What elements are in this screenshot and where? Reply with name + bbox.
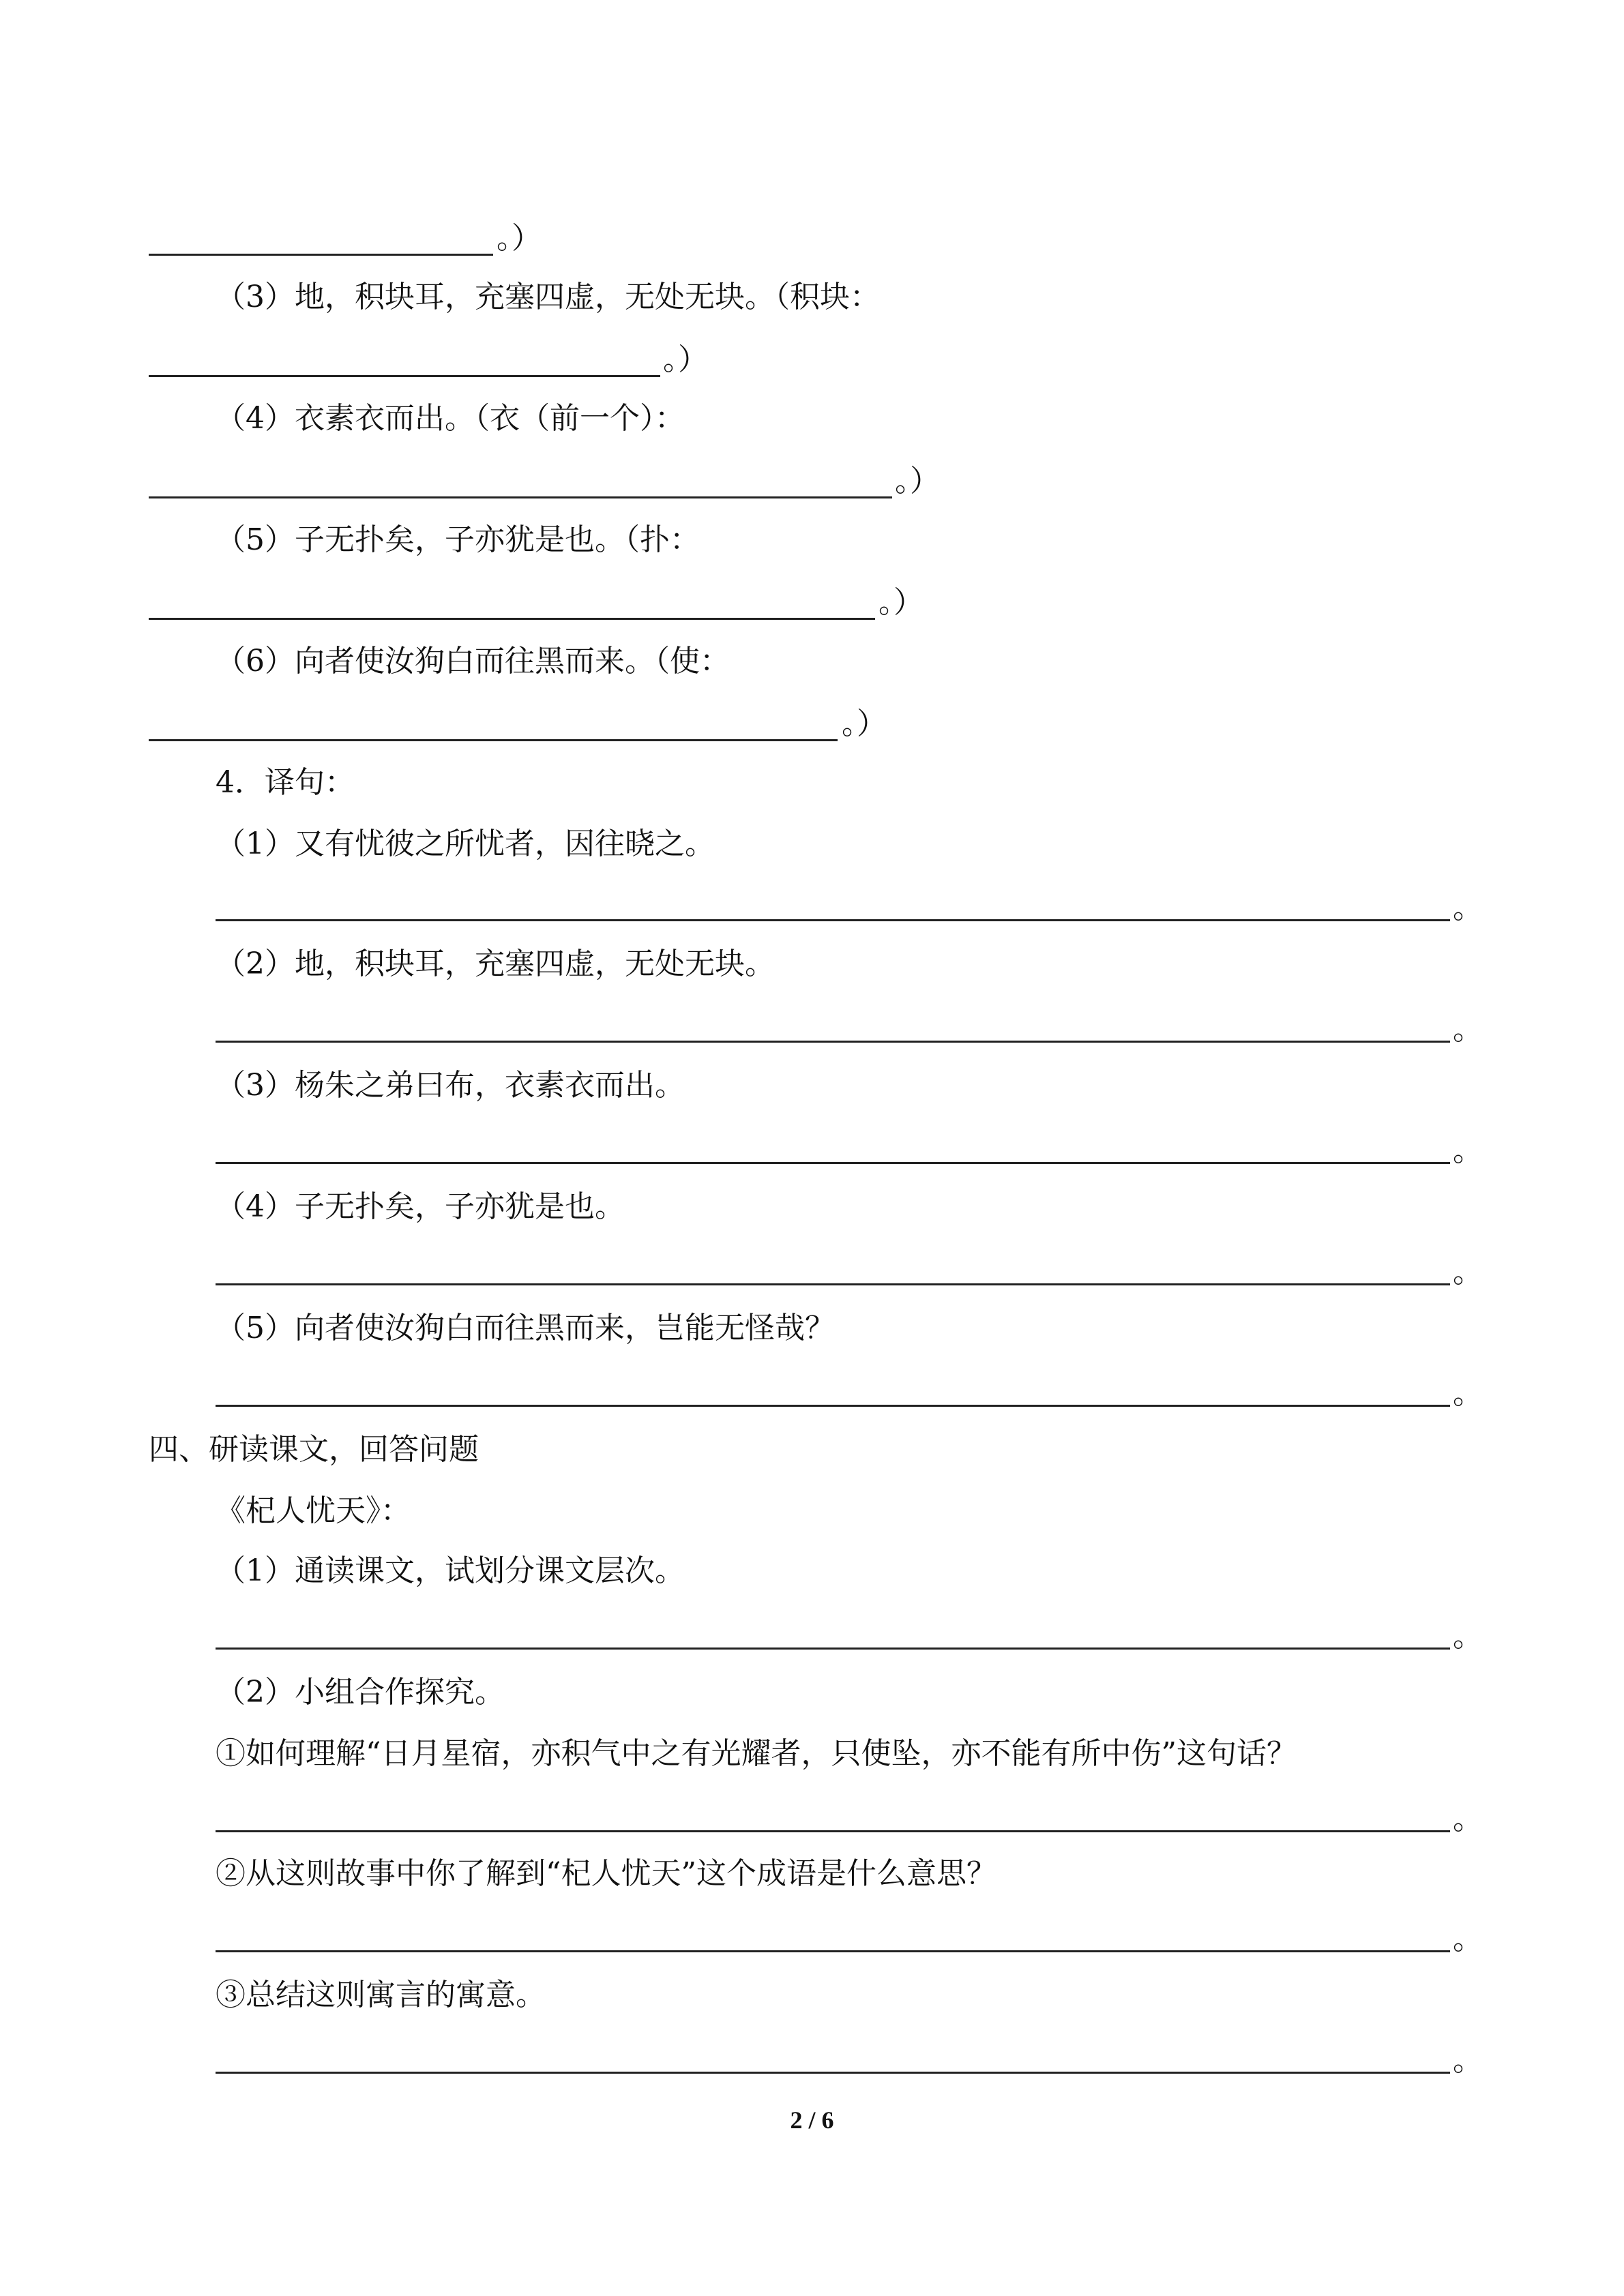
blank-tail: 。	[1453, 1922, 1483, 1956]
question-text: （3）杨朱之弟曰布，衣素衣而出。	[216, 1068, 685, 1103]
page-number: 2 / 6	[790, 2106, 834, 2134]
answer-blank[interactable]	[216, 1830, 1450, 1832]
answer-blank[interactable]	[216, 1162, 1450, 1164]
blank-tail: 。	[1453, 1133, 1483, 1168]
sub-question-text: ②从这则故事中你了解到“杞人忧天”这个成语是什么意思？	[216, 1856, 996, 1891]
part-heading: 四、研读课文，回答问题	[149, 1432, 479, 1467]
answer-blank[interactable]	[216, 1041, 1450, 1043]
blank-tail: 。	[1453, 2043, 1483, 2078]
blank-tail: 。）	[879, 585, 924, 620]
answer-blank[interactable]	[149, 375, 660, 377]
answer-blank[interactable]	[216, 1950, 1450, 1952]
blank-tail: 。）	[497, 221, 542, 256]
answer-blank[interactable]	[216, 2072, 1450, 2074]
question-text: （4）衣素衣而出。（衣（前一个）：	[216, 401, 685, 436]
text-title: 《杞人忧天》：	[216, 1493, 411, 1528]
blank-tail: 。	[1453, 891, 1483, 925]
question-text: （4）子无扑矣，子亦犹是也。	[216, 1189, 625, 1224]
blank-tail: 。	[1453, 1255, 1483, 1289]
answer-blank[interactable]	[216, 919, 1450, 921]
question-text: （5）向者使汝狗白而往黑而来，岂能无怪哉？	[216, 1311, 835, 1345]
answer-blank[interactable]	[216, 1405, 1450, 1407]
answer-blank[interactable]	[216, 1648, 1450, 1650]
answer-blank[interactable]	[149, 618, 875, 620]
answer-blank[interactable]	[216, 1283, 1450, 1285]
blank-tail: 。	[1453, 1012, 1483, 1047]
question-text: （1）通读课文，试划分课文层次。	[216, 1553, 685, 1588]
blank-tail: 。）	[895, 464, 940, 498]
blank-tail: 。	[1453, 1802, 1483, 1836]
sub-question-text: ①如何理解“日月星宿，亦积气中之有光耀者，只使坠，亦不能有所中伤”这句话？	[216, 1736, 1297, 1771]
section-heading: 4．译句：	[216, 765, 355, 800]
question-text: （5）子无扑矣，子亦犹是也。（扑：	[216, 522, 700, 557]
question-text: （3）地，积块耳，充塞四虚，无处无块。（积块：	[216, 280, 880, 314]
blank-tail: 。）	[663, 342, 708, 377]
question-text: （1）又有忧彼之所忧者，因往晓之。	[216, 826, 715, 861]
blank-tail: 。）	[842, 706, 887, 741]
answer-blank[interactable]	[149, 496, 892, 498]
answer-blank[interactable]	[149, 739, 838, 741]
blank-tail: 。	[1453, 1619, 1483, 1654]
question-text: （2）地，积块耳，充塞四虚，无处无块。	[216, 946, 775, 981]
question-text: （6）向者使汝狗白而往黑而来。（使：	[216, 644, 730, 679]
blank-tail: 。	[1453, 1376, 1483, 1411]
answer-blank[interactable]	[149, 254, 493, 256]
sub-question-text: ③总结这则寓言的寓意。	[216, 1978, 546, 2012]
question-text: （2）小组合作探究。	[216, 1675, 505, 1710]
